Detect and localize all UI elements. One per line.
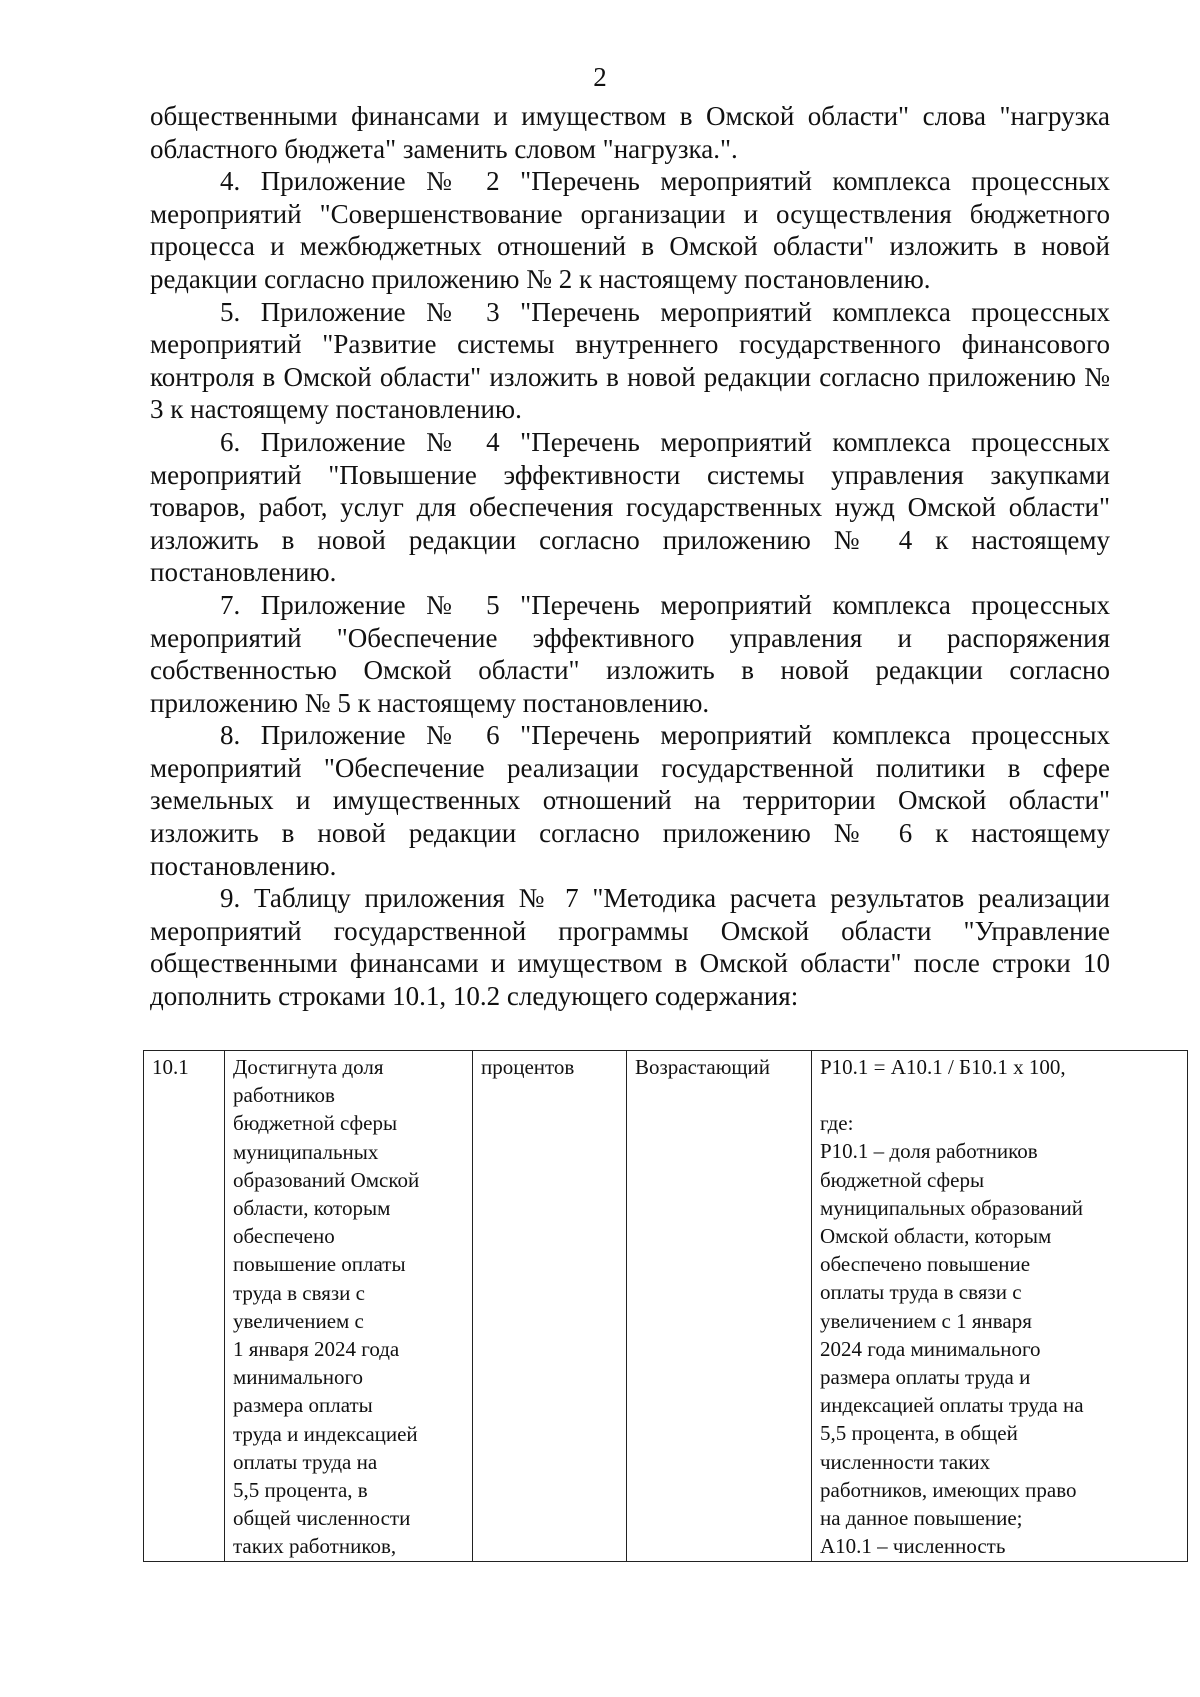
indicator-line: труда и индексацией xyxy=(233,1421,418,1446)
paragraph-item-6: 6. Приложение № 4 "Перечень мероприятий комплекса процессных мероприятий "Повышение эффективности системы управления закупками товаров, работ, услуг для обеспечения государственных нужд Омской области" изложить в новой редакции согласно приложению № 4 к настоящему постановлению. xyxy=(150,426,1110,588)
method-line: 2024 года минимального xyxy=(820,1336,1041,1361)
formula: Р10.1 = А10.1 / Б10.1 х 100, xyxy=(820,1055,1066,1079)
indicator-line: муниципальных xyxy=(233,1139,379,1164)
method-line: численности таких xyxy=(820,1449,991,1474)
indicator-line: бюджетной сферы xyxy=(233,1111,398,1136)
method-line: оплаты труда в связи с xyxy=(820,1280,1022,1305)
paragraph-item-5: 5. Приложение № 3 "Перечень мероприятий комплекса процессных мероприятий "Развитие системы внутреннего государственного финансового контроля в Омской области" изложить в новой редакции согласно приложению № 3 к настоящему постановлению. xyxy=(150,296,1110,425)
indicator-line: Достигнута доля xyxy=(233,1055,384,1079)
indicator-line: таких работников, xyxy=(233,1534,397,1559)
method-line: Р10.1 – доля работников xyxy=(820,1139,1038,1164)
indicator-cell xyxy=(225,1051,473,1562)
method-line: работников, имеющих право xyxy=(820,1477,1077,1502)
document-body xyxy=(150,100,1110,1013)
trend-label: Возрастающий xyxy=(635,1055,771,1079)
method-line: увеличением с 1 января xyxy=(820,1308,1032,1333)
paragraph-item-7: 7. Приложение № 5 "Перечень мероприятий комплекса процессных мероприятий "Обеспечение эффективного управления и распоряжения собственностью Омской области" изложить в новой редакции согласно приложению № 5 к настоящему постановлению. xyxy=(150,589,1110,718)
unit-label: процентов xyxy=(481,1055,575,1079)
method-line: размера оплаты труда и xyxy=(820,1365,1031,1390)
table-row xyxy=(144,1051,1188,1562)
indicator-line: обеспечено xyxy=(233,1224,335,1249)
unit-cell xyxy=(473,1051,627,1562)
method-line: на данное повышение; xyxy=(820,1506,1023,1531)
indicator-line: работников xyxy=(233,1083,335,1108)
method-line: А10.1 – численность xyxy=(820,1534,1006,1559)
indicator-line: 5,5 процента, в xyxy=(233,1478,368,1503)
methodology-table xyxy=(143,1050,1188,1562)
indicator-line: повышение оплаты xyxy=(233,1252,406,1277)
indicator-line: 1 января 2024 года xyxy=(233,1337,400,1362)
indicator-line: области, которым xyxy=(233,1196,391,1221)
method-line: 5,5 процента, в общей xyxy=(820,1421,1018,1446)
indicator-line: размера оплаты xyxy=(233,1393,373,1418)
paragraph-continuation: общественными финансами и имуществом в Омской области" слова "нагрузка областного бюджета" заменить словом "нагрузка.". xyxy=(150,101,1110,164)
method-line: обеспечено повышение xyxy=(820,1252,1031,1277)
paragraph-item-8: 8. Приложение № 6 "Перечень мероприятий комплекса процессных мероприятий "Обеспечение реализации государственной политики в сфере земельных и имущественных отношений на территории Омской области" изложить в новой редакции согласно приложению № 6 к настоящему постановлению. xyxy=(150,720,1110,881)
indicator-line: минимального xyxy=(233,1365,364,1390)
indicator-line: оплаты труда на xyxy=(233,1449,378,1474)
paragraph-item-4: 4. Приложение № 2 "Перечень мероприятий комплекса процессных мероприятий "Совершенствование организации и осуществления бюджетного процесса и межбюджетных отношений в Омской области" изложить в новой редакции согласно приложению № 2 к настоящему постановлению. xyxy=(150,166,1110,294)
method-line: Омской области, которым xyxy=(820,1224,1052,1249)
row-number-cell xyxy=(144,1051,225,1562)
method-line: муниципальных образований xyxy=(820,1195,1083,1220)
method-cell xyxy=(812,1051,1188,1562)
method-text xyxy=(820,1109,1181,1560)
indicator-line: увеличением с xyxy=(233,1308,364,1333)
row-number: 10.1 xyxy=(152,1055,189,1079)
indicator-text xyxy=(233,1053,466,1561)
method-line: индексацией оплаты труда на xyxy=(820,1393,1084,1418)
method-line: бюджетной сферы xyxy=(820,1167,985,1192)
method-line: где: xyxy=(820,1111,854,1136)
indicator-line: общей численности xyxy=(233,1506,411,1531)
indicator-line: образований Омской xyxy=(233,1167,420,1192)
page-number: 2 xyxy=(593,62,607,92)
formula-spacer xyxy=(820,1081,1181,1109)
trend-cell xyxy=(627,1051,812,1562)
indicator-line: труда в связи с xyxy=(233,1280,365,1305)
paragraph-item-9: 9. Таблицу приложения № 7 "Методика расчета результатов реализации мероприятий государственной программы Омской области "Управление общественными финансами и имуществом в Омской области" после строки 10 дополнить строками 10.1, 10.2 следующего содержания: xyxy=(150,883,1110,1012)
